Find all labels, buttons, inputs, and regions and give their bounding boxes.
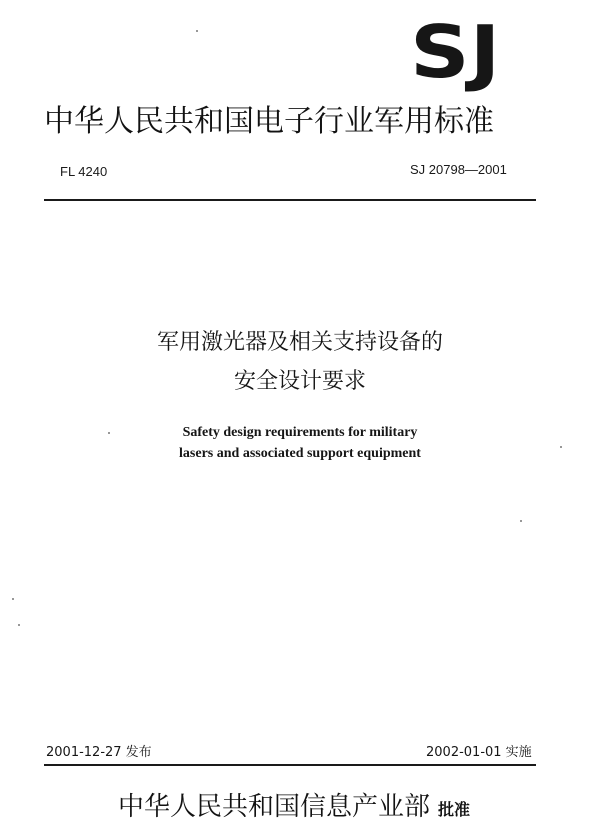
implementation-date: 2002-01-01 实施: [426, 745, 532, 760]
document-title-cn-line1: 军用激光器及相关支持设备的: [156, 330, 443, 355]
classification-code: FL 4240: [60, 164, 108, 179]
scan-speck: [560, 446, 562, 448]
footer-divider: [44, 764, 536, 766]
document-title-en-line1: Safety design requirements for military: [182, 425, 418, 440]
document-title-en-line2: lasers and associated support equipment: [179, 446, 421, 461]
scan-speck: [12, 598, 14, 600]
scan-speck: [18, 624, 20, 626]
scan-speck: [520, 520, 522, 522]
standard-number: SJ 20798—2001: [410, 162, 507, 177]
header-divider: [44, 199, 536, 201]
sj-logo: SJ: [410, 10, 501, 94]
standard-category-title: 中华人民共和国电子行业军用标准: [44, 104, 494, 139]
scan-speck: [108, 432, 110, 434]
scan-speck: [196, 30, 198, 32]
approval-label: 批准: [438, 800, 471, 819]
issuer-name: 中华人民共和国信息产业部: [118, 792, 431, 822]
issuing-authority: [118, 792, 470, 825]
issue-date: 2001-12-27 发布: [46, 745, 152, 760]
document-title-cn-line2: 安全设计要求: [233, 369, 366, 394]
